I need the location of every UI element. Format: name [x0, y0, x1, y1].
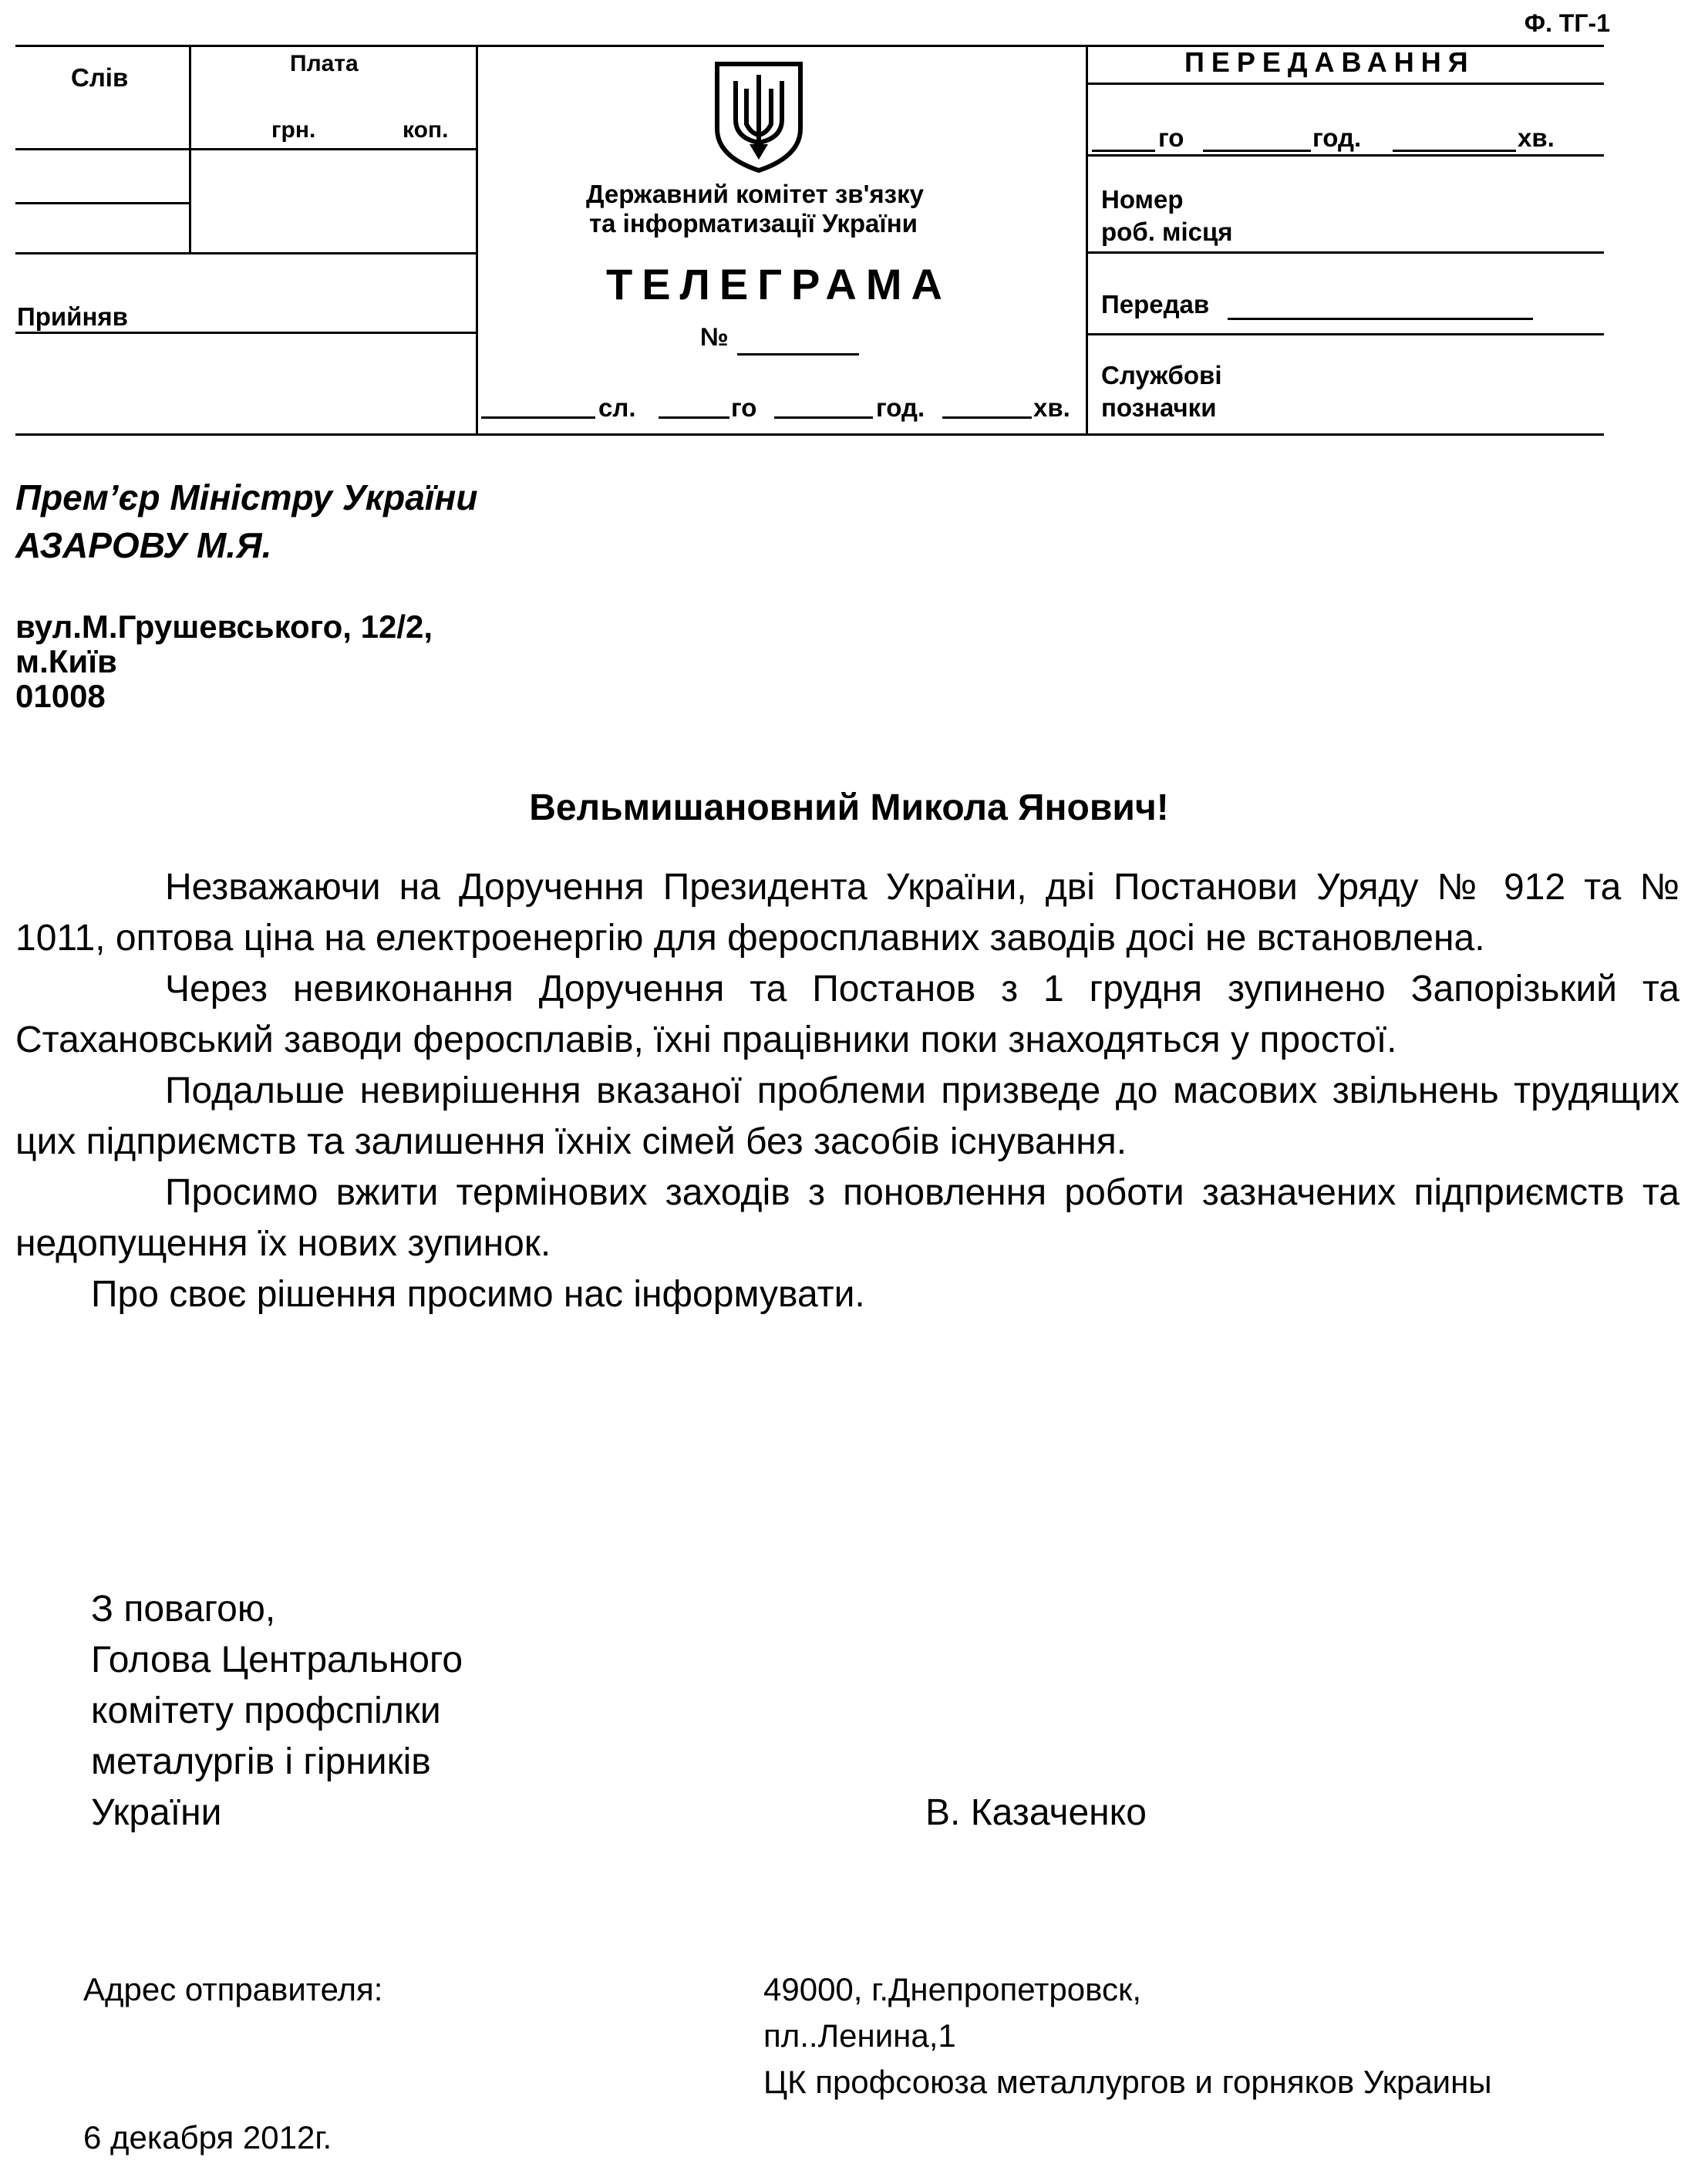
recipient-name: АЗАРОВУ М.Я. [15, 525, 272, 565]
recv-day-field[interactable] [659, 416, 729, 419]
right-row-rule-2 [1086, 154, 1604, 157]
sent-by-label: Передав [1101, 290, 1210, 318]
divider-left-center [476, 45, 478, 435]
kopeck-label: коп. [403, 117, 449, 143]
left-row-rule-1 [15, 148, 478, 150]
right-row-rule-3 [1086, 251, 1604, 254]
workplace-label-1: Номер [1101, 185, 1184, 214]
letter-body [15, 862, 1679, 1320]
trans-min-label: хв. [1518, 123, 1555, 152]
recv-hour-label: год. [876, 393, 925, 422]
payment-label: Плата [290, 51, 359, 76]
trans-day-field[interactable] [1092, 150, 1155, 152]
left-row-rule-2 [15, 202, 189, 204]
signatory-name: В. Казаченко [925, 1792, 1147, 1833]
divider-center-right [1086, 45, 1088, 435]
salutation: Вельмишановний Микола Янович! [529, 787, 1169, 828]
recipient-title: Прем’єр Міністру України [15, 477, 478, 517]
trans-hour-label: год. [1312, 123, 1362, 152]
letter-date: 6 декабря 2012г. [83, 2119, 332, 2155]
body-paragraph: Незважаючи на Доручення Президента України, дві Постанови Уряду № 912 та № 1011, оптова ціна на електроенергію для феросплавних заводів досі не встановлена. [15, 867, 1679, 959]
body-paragraph: Через невиконання Доручення та Постанов з 1 грудня зупинено Запорізький та Стахановський заводи феросплавів, їхні працівники поки знаходяться у простої. [15, 969, 1679, 1060]
right-row-rule-1 [1086, 83, 1604, 85]
telegram-title: ТЕЛЕГРАМА [606, 260, 952, 308]
sender-address-line-3: ЦК профсоюза металлургов и горняков Украины [763, 2064, 1492, 2100]
recv-words-label: сл. [598, 393, 636, 422]
signature-position-3: металургів і гірників [91, 1741, 431, 1782]
service-label-2: позначки [1101, 393, 1217, 422]
recv-min-label: хв. [1033, 393, 1070, 422]
form-code: Ф. ТГ-1 [1524, 9, 1610, 37]
service-label-1: Службові [1101, 361, 1222, 389]
body-paragraph: Просимо вжити термінових заходів з поновлення роботи зазначених підприємств та недопущення їх нових зупинок. [15, 1172, 1679, 1264]
trans-hour-field[interactable] [1203, 150, 1311, 152]
recv-words-field[interactable] [481, 416, 595, 419]
number-field[interactable] [737, 353, 859, 356]
recv-min-field[interactable] [942, 416, 1032, 419]
signature-position-1: Голова Центрального [91, 1640, 463, 1680]
recipient-address-city: м.Київ [15, 643, 117, 679]
number-label: № [700, 322, 729, 351]
agency-line-1: Державний комітет зв'язку [586, 180, 924, 208]
signature-position-2: комітету профспілки [91, 1690, 441, 1731]
signature-regards: З повагою, [91, 1589, 276, 1630]
agency-line-2: та інформатизації України [589, 209, 918, 238]
transmission-label: ПЕРЕДАВАННЯ [1184, 46, 1475, 78]
trans-day-label: го [1158, 123, 1184, 152]
sent-by-field[interactable] [1228, 318, 1533, 320]
coat-of-arms-icon [711, 58, 807, 174]
left-row-rule-3 [15, 252, 478, 254]
recipient-address-street: вул.М.Грушевського, 12/2, [15, 608, 433, 645]
right-row-rule-4 [1086, 333, 1604, 335]
recv-day-label: го [731, 393, 757, 422]
trans-min-field[interactable] [1393, 150, 1516, 152]
form-bottom-rule [15, 433, 1604, 436]
workplace-label-2: роб. місця [1101, 217, 1233, 246]
closing-line: Про своє рішення просимо нас інформувати. [91, 1274, 865, 1315]
recv-hour-field[interactable] [774, 416, 873, 419]
signature-position-4: України [91, 1792, 222, 1833]
sender-address-line-1: 49000, г.Днепропетровск, [763, 1971, 1141, 2007]
sender-address-label: Адрес отправителя: [83, 1971, 383, 2007]
sender-address-line-2: пл..Ленина,1 [763, 2017, 956, 2054]
hryvnia-label: грн. [271, 117, 316, 143]
left-row-rule-4 [15, 332, 478, 334]
recipient-address-postcode: 01008 [15, 678, 106, 714]
accepted-label: Прийняв [17, 302, 128, 331]
body-paragraph: Подальше невирішення вказаної проблеми призведе до масових звільнень трудящих цих підприємств та залишення їхніх сімей без засобів існування. [15, 1070, 1679, 1162]
words-label: Слів [71, 63, 129, 92]
